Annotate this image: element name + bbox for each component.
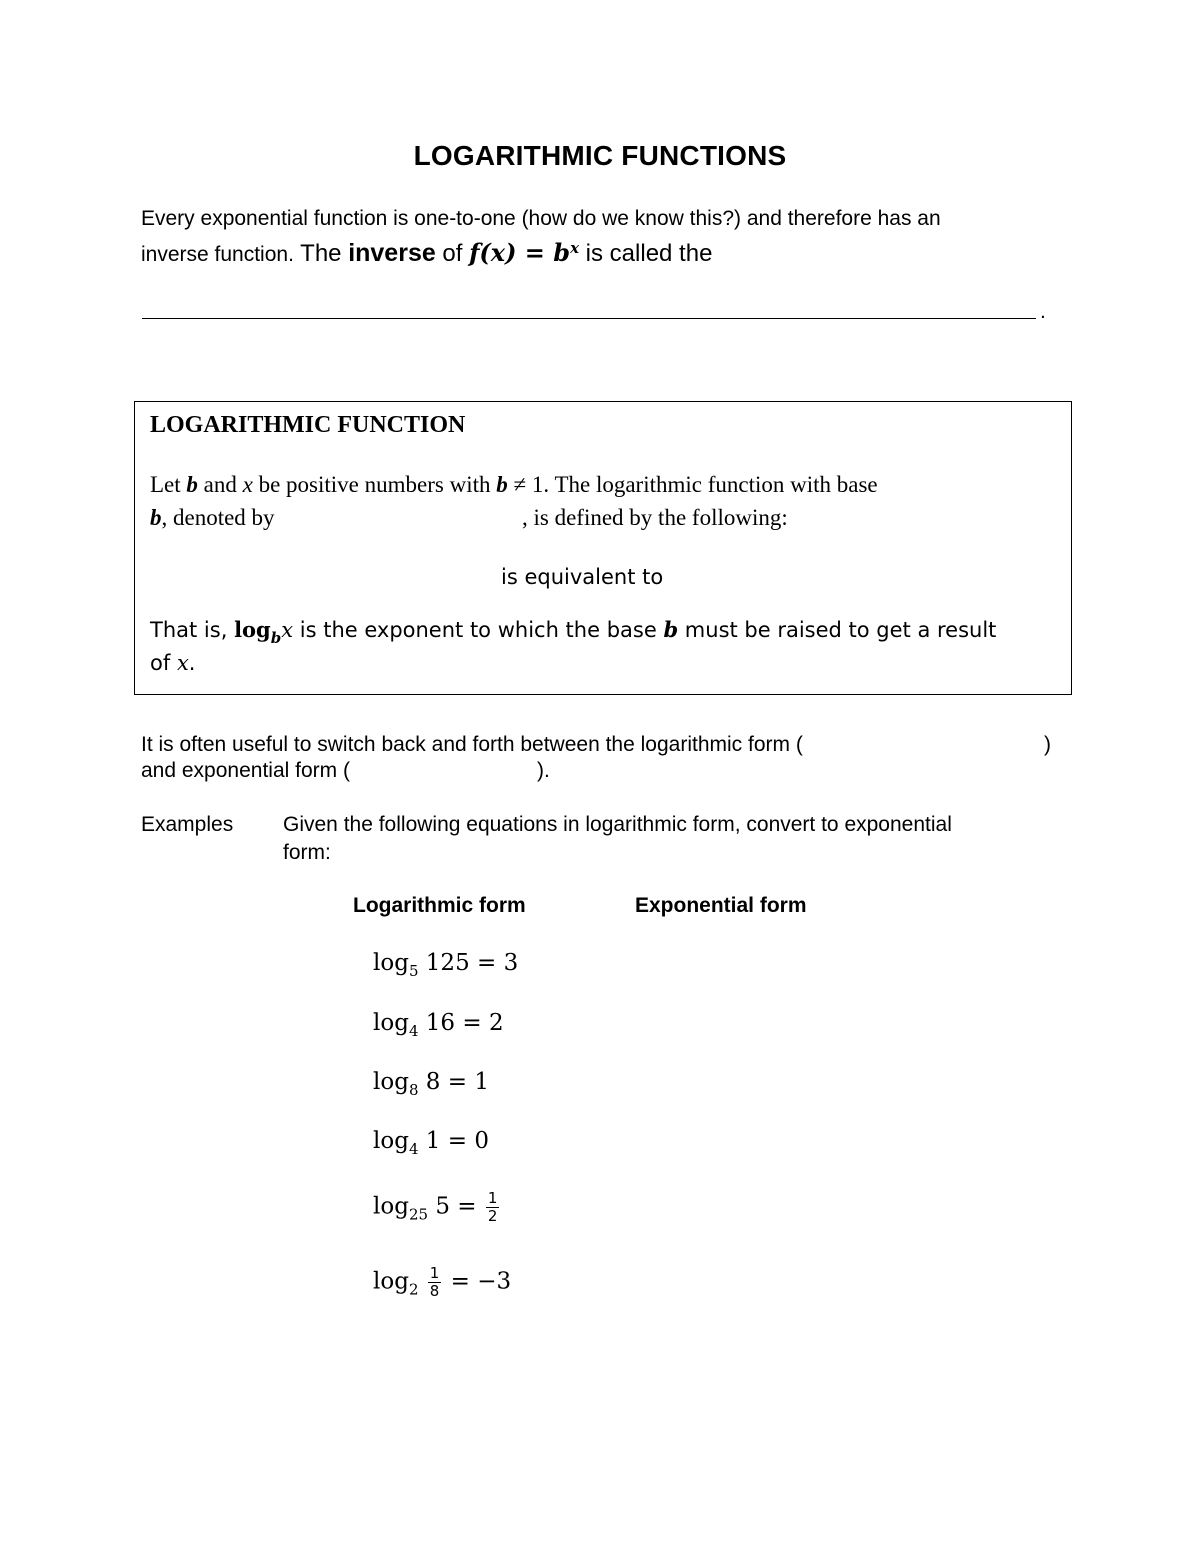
denoted-text: , denoted by (161, 505, 275, 530)
log-arg: 5 (435, 1193, 450, 1220)
equals-sign: = (455, 1010, 489, 1036)
log-base: 4 (408, 1022, 419, 1040)
example-6 (373, 1265, 511, 1300)
line1-end: . The logarithmic function with base (543, 472, 878, 497)
log-word: log (373, 1069, 409, 1095)
let-text: Let (150, 472, 187, 497)
example-3 (373, 1069, 489, 1099)
var-b-2: b (496, 472, 508, 497)
intro-line-2 (141, 238, 712, 268)
switch-line-2-close: ). (537, 759, 550, 782)
of-text: of (150, 651, 171, 675)
that-is-line (150, 617, 997, 647)
col-header-exponential: Exponential form (635, 894, 807, 917)
var-b: b (186, 472, 198, 497)
fraction-numerator: 1 (429, 1264, 440, 1282)
rhs-value: 2 (488, 1010, 504, 1036)
that-rest-a: is the exponent to which the base (293, 618, 664, 642)
log-arg: 1 (425, 1128, 441, 1154)
log-word: log (373, 1193, 409, 1220)
intro-text-a: inverse function. (141, 243, 294, 266)
rhs-value: 1 (474, 1069, 489, 1095)
rhs-value: 3 (503, 950, 519, 976)
rhs-fraction (486, 1190, 500, 1225)
equals-sign: = (449, 1193, 484, 1220)
equals-sign: = (443, 1268, 478, 1295)
switch-line-1: It is often useful to switch back and forth between the logarithmic form ( (141, 733, 803, 756)
example-2 (373, 1010, 504, 1040)
equals-sign: = (469, 950, 504, 976)
answer-blank-line[interactable] (142, 318, 1036, 319)
log-word: log (373, 1268, 409, 1295)
log-base: b (270, 629, 282, 647)
of-x-line (150, 651, 195, 675)
log-base: 4 (408, 1140, 419, 1158)
log-word: log (234, 617, 271, 642)
intro-line-1: Every exponential function is one-to-one (how do we know this?) and therefore has an (141, 207, 941, 230)
equals-sign: = (440, 1069, 475, 1095)
log-arg: 8 (425, 1069, 441, 1095)
intro-text-b: The (293, 240, 349, 267)
fraction-numerator: 1 (487, 1189, 498, 1207)
rhs-value: 0 (474, 1128, 489, 1154)
switch-line-1-close: ) (1044, 733, 1051, 756)
equivalent-text: is equivalent to (501, 565, 664, 589)
log-base: 8 (408, 1081, 419, 1099)
fraction-denominator: 8 (429, 1282, 440, 1300)
log-base: 2 (408, 1280, 419, 1299)
switch-line-2: and exponential form ( (141, 759, 350, 782)
log-word: log (373, 1128, 409, 1154)
definition-heading: LOGARITHMIC FUNCTION (150, 412, 466, 438)
log-word: log (373, 1010, 409, 1036)
definition-box (134, 401, 1072, 695)
blank-period: . (1040, 300, 1046, 323)
intro-text-c: of (435, 240, 470, 267)
arg-fraction (428, 1265, 442, 1300)
that-is-text: That is, (150, 618, 228, 642)
var-b-3: b (150, 505, 162, 530)
and-text: and (197, 472, 243, 497)
example-5 (373, 1190, 501, 1225)
log-word: log (373, 950, 409, 976)
neq-one: ≠ 1 (507, 472, 544, 497)
that-rest-b: must be raised to get a result (678, 618, 997, 642)
inverse-word: inverse (348, 239, 436, 267)
examples-instruction-2: form: (283, 841, 331, 864)
fx-exponent: x (570, 239, 580, 257)
page-title: LOGARITHMIC FUNCTIONS (413, 140, 787, 171)
log-arg: x (281, 618, 294, 642)
fraction-denominator: 2 (487, 1207, 498, 1225)
equals-sign: = (440, 1128, 475, 1154)
fx-expression: f(x) = b (469, 238, 571, 267)
var-x: x (242, 472, 253, 497)
rhs-value: −3 (477, 1268, 512, 1295)
intro-text-d: is called the (579, 240, 713, 267)
line1-rest: be positive numbers with (252, 472, 497, 497)
log-arg: 125 (425, 950, 470, 976)
examples-label: Examples (141, 813, 234, 836)
log-arg: 16 (425, 1010, 456, 1036)
example-1 (373, 950, 519, 980)
var-b-4: b (663, 617, 679, 642)
example-4 (373, 1128, 489, 1158)
examples-instruction-1: Given the following equations in logarithmic form, convert to exponential (283, 813, 952, 836)
log-base: 5 (408, 962, 419, 980)
defined-text: , is defined by the following: (522, 505, 788, 530)
log-base: 25 (408, 1205, 429, 1224)
definition-line-1 (150, 472, 878, 498)
definition-line-2 (150, 505, 275, 531)
col-header-logarithmic: Logarithmic form (353, 894, 526, 917)
of-end: . (188, 651, 196, 675)
var-x-2: x (176, 651, 189, 675)
